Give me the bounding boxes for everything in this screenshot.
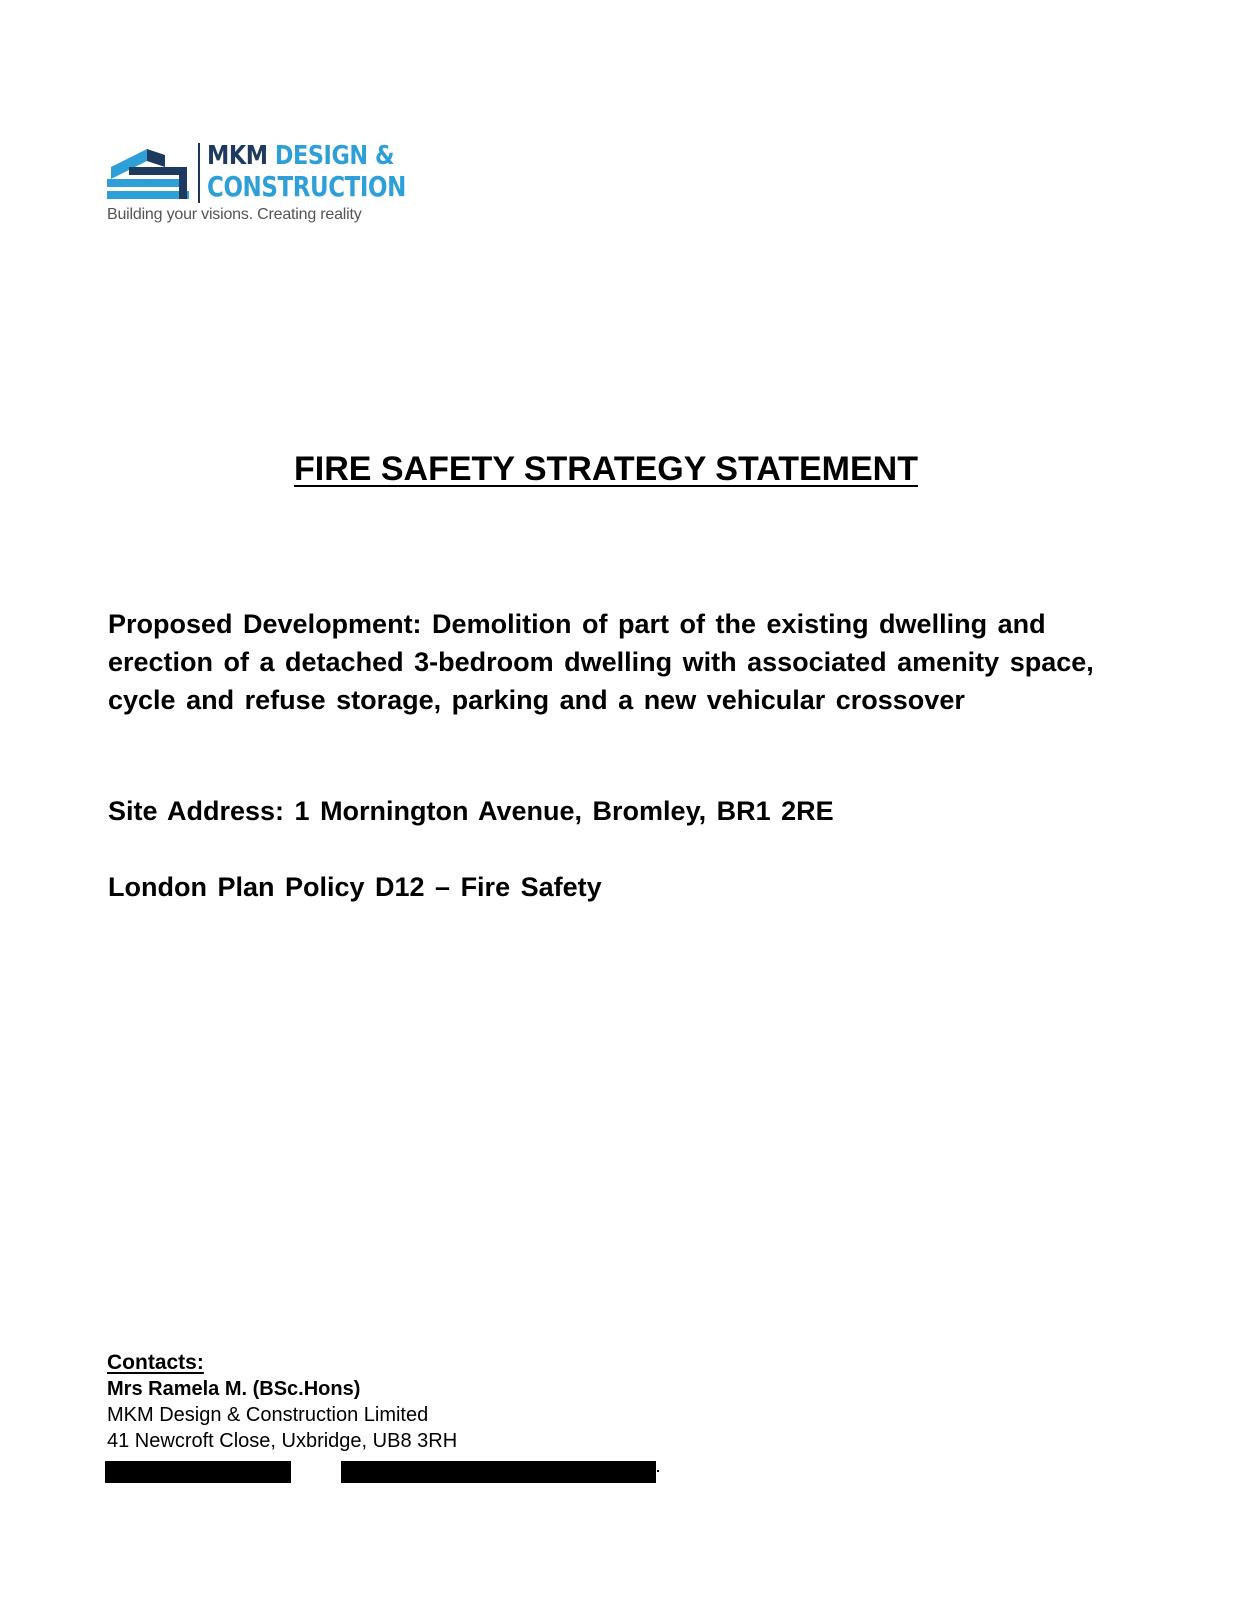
proposed-development-text: Proposed Development: Demolition of part of the existing dwelling and erection of a detached 3-bedroom dwelling with associated amenity space, cycle and refuse storage, parking and a new vehicular crossover [108, 609, 1094, 715]
contacts-section [107, 1350, 807, 1454]
contacts-heading: Contacts: [107, 1351, 204, 1374]
logo-tagline: Building your visions. Creating reality [107, 206, 362, 223]
company-logo [107, 141, 407, 233]
logo-name-mkm: MKM [207, 141, 275, 171]
logo-name-line2: CONSTRUCTION [207, 170, 406, 203]
trailing-period [657, 1470, 659, 1472]
redacted-email [341, 1461, 656, 1483]
logo-name-design: DESIGN & [274, 141, 395, 171]
proposed-development-section [108, 605, 1108, 719]
contact-name: Mrs Ramela M. (BSc.Hons) [107, 1378, 361, 1400]
logo-divider [198, 143, 200, 203]
building-logo-icon [107, 145, 191, 203]
contact-company: MKM Design & Construction Limited [107, 1404, 429, 1426]
policy-reference: London Plan Policy D12 – Fire Safety [108, 872, 602, 902]
redacted-phone [105, 1461, 291, 1483]
document-title: FIRE SAFETY STRATEGY STATEMENT [293, 450, 918, 488]
site-address: Site Address: 1 Mornington Avenue, Bromley, BR1 2RE [108, 796, 834, 826]
logo-name-line1 [207, 141, 394, 171]
contact-address: 41 Newcroft Close, Uxbridge, UB8 3RH [107, 1430, 458, 1452]
